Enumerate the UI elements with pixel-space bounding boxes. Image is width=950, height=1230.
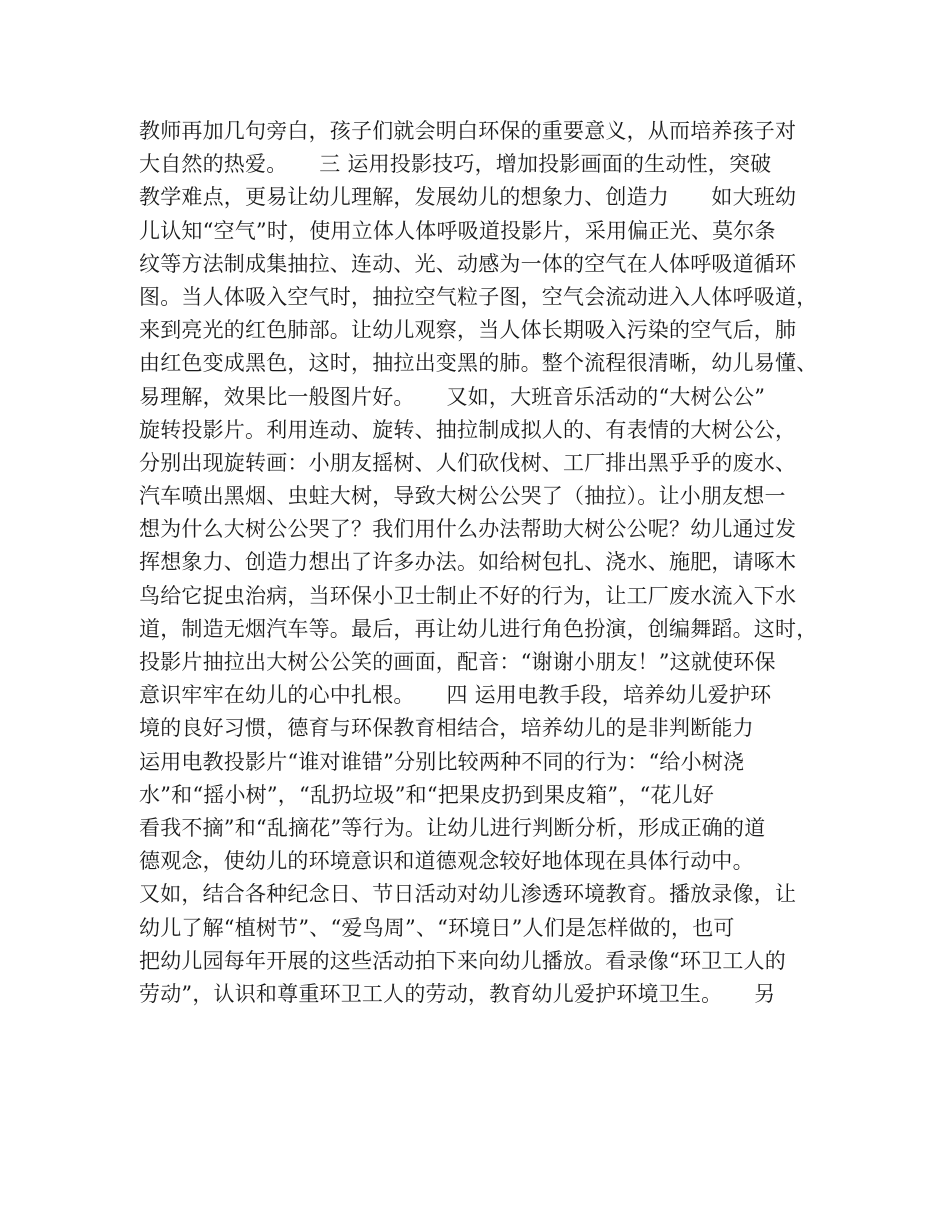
text-line: 劳动”，认识和尊重环卫工人的劳动，教育幼儿爱护环境卫生。 另 — [139, 981, 776, 1006]
text-line: 境的良好习惯，德育与环保教育相结合，培养幼儿的是非判断能力 — [139, 716, 754, 741]
text-line: 运用电教投影片“谁对谁错”分别比较两种不同的行为：“给小树浇 — [139, 749, 745, 774]
text-line: 意识牢牢在幼儿的心中扎根。 四 运用电教手段，培养幼儿爱护环 — [139, 683, 772, 708]
text-line: 投影片抽拉出大树公公笑的画面，配音：“谢谢小朋友！”这就使环保 — [139, 650, 776, 674]
text-line: 水”和“摇小树”，“乱扔垃圾”和“把果皮扔到果皮箱”，“花儿好 — [139, 782, 715, 807]
text-line: 挥想象力、创造力想出了许多办法。如给树包扎、浇水、施肥，请啄木 — [139, 550, 797, 575]
text-line: 又如，结合各种纪念日、节日活动对幼儿渗透环境教育。播放录像，让 — [139, 882, 797, 907]
text-line: 纹等方法制成集抽拉、连动、光、动感为一体的空气在人体呼吸道循环 — [139, 251, 797, 276]
text-line: 儿认知“空气”时，使用立体人体呼吸道投影片，采用偏正光、莫尔条 — [139, 218, 776, 243]
text-line: 鸟给它捉虫治病，当环保小卫士制止不好的行为，让工厂废水流入下水 — [139, 583, 797, 608]
text-line: 道，制造无烟汽车等。最后，再让幼儿进行角色扮演，创编舞蹈。这时， — [139, 616, 818, 641]
text-line: 把幼儿园每年开展的这些活动拍下来向幼儿播放。看录像“环卫工人的 — [139, 948, 786, 973]
text-line: 想为什么大树公公哭了？我们用什么办法帮助大树公公呢？幼儿通过发 — [139, 517, 797, 542]
text-line: 教师再加几句旁白，孩子们就会明白环保的重要意义，从而培养孩子对 — [139, 119, 797, 143]
text-line: 分别出现旋转画：小朋友摇树、人们砍伐树、工厂排出黑乎乎的废水、 — [139, 450, 797, 475]
text-line: 来到亮光的红色肺部。让幼儿观察，当人体长期吸入污染的空气后，肺 — [139, 318, 797, 343]
text-line: 汽车喷出黑烟、虫蛀大树，导致大树公公哭了（抽拉）。让小朋友想一 — [139, 484, 786, 509]
text-line: 由红色变成黑色，这时，抽拉出变黑的肺。整个流程很清晰，幼儿易懂、 — [139, 351, 818, 376]
text-line: 易理解，效果比一般图片好。 又如，大班音乐活动的“大树公公” — [139, 384, 766, 409]
body-text — [139, 115, 839, 1011]
text-line: 大自然的热爱。 三 运用投影技巧，增加投影画面的生动性，突破 — [139, 152, 772, 177]
text-line: 旋转投影片。利用连动、旋转、抽拉制成拟人的、有表情的大树公公， — [139, 417, 797, 442]
text-line: 德观念，使幼儿的环境意识和道德观念较好地体现在具体行动中。 — [139, 849, 754, 874]
text-line: 教学难点，更易让幼儿理解，发展幼儿的想象力、创造力 如大班幼 — [139, 185, 797, 210]
text-line: 看我不摘”和“乱摘花”等行为。让幼儿进行判断分析，形成正确的道 — [139, 815, 766, 840]
text-line: 图。当人体吸入空气时，抽拉空气粒子图，空气会流动进入人体呼吸道， — [139, 284, 818, 309]
text-line: 幼儿了解“植树节”、“爱鸟周”、“环境日”人们是怎样做的，也可 — [139, 915, 735, 940]
